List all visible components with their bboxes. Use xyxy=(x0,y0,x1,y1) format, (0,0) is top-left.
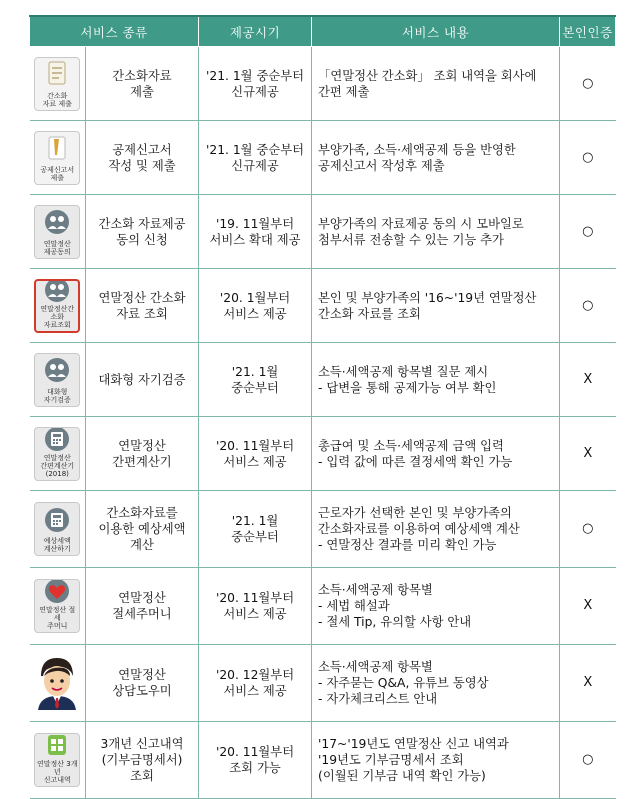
service-name-line: 이용한 예상세액 xyxy=(98,522,186,536)
service-description-line: 소득·세액공제 항목별 xyxy=(318,583,433,597)
service-period-line: 서비스 제공 xyxy=(223,607,287,621)
service-description-line: '19년도 기부금명세서 조회 xyxy=(318,753,464,767)
auth-required: ○ xyxy=(560,722,616,799)
service-name xyxy=(86,568,199,645)
service-period xyxy=(199,417,312,491)
service-period xyxy=(199,269,312,343)
service-name-line: 상담도우미 xyxy=(112,684,172,698)
service-description-line: - 세법 해설과 xyxy=(318,599,390,613)
service-period xyxy=(199,568,312,645)
service-description xyxy=(312,568,560,645)
service-period-line: '21. 1월 xyxy=(231,514,279,528)
service-name-line: 작성 및 제출 xyxy=(108,158,176,173)
service-period-line: '21. 1월 중순부터 xyxy=(206,68,304,83)
service-description-line: 부양가족, 소득·세액공제 등을 반영한 xyxy=(318,142,516,157)
service-description xyxy=(312,47,560,121)
icon-caption: 연말정산 xyxy=(43,453,71,462)
service-description-line: - 절세 Tip, 유의할 사항 안내 xyxy=(318,615,472,629)
service-icon-cell xyxy=(30,491,86,568)
service-icon-cell xyxy=(30,47,86,121)
service-description xyxy=(312,195,560,269)
service-icon-cell xyxy=(30,269,86,343)
table-row xyxy=(30,568,616,645)
service-name-line: 3개년 신고내역 xyxy=(100,737,184,751)
heart-icon[interactable] xyxy=(34,579,80,633)
service-description-line: 첨부서류 전송할 수 있는 기능 추가 xyxy=(318,232,504,247)
auth-required: ○ xyxy=(560,195,616,269)
service-period-line: '21. 1월 중순부터 xyxy=(206,142,304,157)
table-row xyxy=(30,121,616,195)
service-icon-cell xyxy=(30,568,86,645)
icon-caption: 대화형 xyxy=(47,387,68,396)
header-row xyxy=(30,16,616,47)
service-name-line: 연말정산 xyxy=(118,438,166,453)
service-description-line: 간소화자료를 이용하여 예상세액 계산 xyxy=(318,522,520,536)
service-description-line: 간편 제출 xyxy=(318,84,370,99)
service-period-line: '20. 11월부터 xyxy=(215,438,295,453)
service-name-line: 조회 xyxy=(130,769,154,783)
service-name-line: 연말정산 xyxy=(118,591,166,605)
service-description-line: - 답변을 통해 공제가능 여부 확인 xyxy=(318,380,497,395)
service-name-line: 동의 신청 xyxy=(116,232,168,247)
service-name xyxy=(86,121,199,195)
service-description-line: 소득·세액공제 항목별 질문 제시 xyxy=(318,364,489,379)
service-description-line: 근로자가 선택한 본인 및 부양가족의 xyxy=(318,506,512,520)
service-period xyxy=(199,343,312,417)
service-icon-cell xyxy=(30,121,86,195)
service-period-line: 조회 가능 xyxy=(229,761,281,775)
service-period-line: 서비스 제공 xyxy=(223,306,287,321)
service-name-line: 간소화 자료제공 xyxy=(98,216,186,231)
auth-required: X xyxy=(560,568,616,645)
service-period xyxy=(199,195,312,269)
service-description-line: 공제신고서 작성후 제출 xyxy=(318,158,445,173)
icon-caption: 신고내역 xyxy=(43,776,71,784)
service-description-line: - 자주묻는 Q&A, 유튜브 동영상 xyxy=(318,676,489,690)
service-description-line: 간소화 자료를 조회 xyxy=(318,306,421,321)
service-table-wrapper xyxy=(29,15,615,799)
service-description-line: 「연말정산 간소화」 조회 내역을 회사에 xyxy=(318,68,537,83)
calculator-icon[interactable] xyxy=(34,427,80,481)
auth-required: ○ xyxy=(560,269,616,343)
header-period: 제공시기 xyxy=(199,16,312,47)
service-period-line: '20. 1월부터 xyxy=(219,290,291,305)
service-name xyxy=(86,491,199,568)
table-row xyxy=(30,343,616,417)
service-period-line: 서비스 제공 xyxy=(223,454,287,469)
service-description xyxy=(312,269,560,343)
service-period xyxy=(199,121,312,195)
service-icon-cell xyxy=(30,195,86,269)
auth-required: ○ xyxy=(560,47,616,121)
service-description-line: - 연말정산 결과를 미리 확인 가능 xyxy=(318,538,497,552)
service-period-line: '20. 11월부터 xyxy=(215,591,295,605)
icon-caption: 간소화 xyxy=(47,91,68,100)
auth-required: X xyxy=(560,645,616,722)
icon-caption: 자기검증 xyxy=(43,395,71,404)
service-period-line: 신규제공 xyxy=(231,158,279,173)
service-period-line: 중순부터 xyxy=(231,530,279,544)
service-name-line: 제출 xyxy=(130,84,154,99)
icon-caption: 연말정산 3개년 xyxy=(37,760,78,776)
icon-caption: 자료 제출 xyxy=(42,99,72,108)
icon-caption: 공제신고서 xyxy=(40,165,75,174)
service-name-line: (기부금명세서) xyxy=(101,753,183,767)
header-service-type: 서비스 종류 xyxy=(30,16,199,47)
service-name-line: 공제신고서 xyxy=(112,142,172,157)
table-row xyxy=(30,645,616,722)
auth-required: ○ xyxy=(560,121,616,195)
service-name xyxy=(86,269,199,343)
service-description-line: 본인 및 부양가족의 '16~'19년 연말정산 xyxy=(318,290,537,305)
table-row xyxy=(30,722,616,799)
table-body xyxy=(30,47,616,799)
people-icon[interactable] xyxy=(34,279,80,333)
service-icon-cell xyxy=(30,417,86,491)
service-description-line: 부양가족의 자료제공 동의 시 모바일로 xyxy=(318,216,524,231)
service-name-line: 연말정산 xyxy=(118,668,166,682)
service-name-line: 간소화자료 xyxy=(112,68,172,83)
auth-required: X xyxy=(560,417,616,491)
service-name xyxy=(86,343,199,417)
service-period-line: 서비스 제공 xyxy=(223,684,287,698)
service-icon-cell xyxy=(30,343,86,417)
service-period-line: '19. 11월부터 xyxy=(215,216,295,231)
service-period-line: '21. 1월 xyxy=(231,364,279,379)
service-name-line: 간소화자료를 xyxy=(106,506,178,520)
service-name-line: 절세주머니 xyxy=(112,607,172,621)
avatar-icon[interactable] xyxy=(34,656,80,710)
service-name-line: 계산 xyxy=(130,538,154,552)
service-name-line: 간편계산기 xyxy=(112,454,172,469)
service-description-line: - 자가체크리스트 안내 xyxy=(318,692,438,706)
service-name xyxy=(86,722,199,799)
service-description-line: (이월된 기부금 내역 확인 가능) xyxy=(318,769,486,783)
service-description xyxy=(312,343,560,417)
service-period-line: '20. 11월부터 xyxy=(215,745,295,759)
service-description-line: - 입력 값에 따른 결정세액 확인 가능 xyxy=(318,454,513,469)
service-period xyxy=(199,491,312,568)
header-auth: 본인인증 xyxy=(560,16,616,47)
service-period xyxy=(199,47,312,121)
service-description xyxy=(312,645,560,722)
auth-required: ○ xyxy=(560,491,616,568)
auth-required: X xyxy=(560,343,616,417)
service-description-line: '17~'19년도 연말정산 신고 내역과 xyxy=(318,737,509,751)
service-period-line: 신규제공 xyxy=(231,84,279,99)
service-period-line: 서비스 확대 제공 xyxy=(209,232,301,247)
service-description xyxy=(312,121,560,195)
service-period xyxy=(199,645,312,722)
icon-caption: 예상세액 xyxy=(43,537,71,545)
grid-icon[interactable] xyxy=(34,733,80,787)
service-icon-cell xyxy=(30,645,86,722)
service-name xyxy=(86,645,199,722)
service-period-line: 중순부터 xyxy=(231,380,279,395)
icon-caption: 제공동의 xyxy=(43,247,71,256)
service-description xyxy=(312,417,560,491)
pen-icon[interactable] xyxy=(34,131,80,185)
icon-caption: 계산하기 xyxy=(43,545,71,553)
table-row xyxy=(30,491,616,568)
icon-caption: 간편계산기(2018) xyxy=(40,461,75,478)
service-name xyxy=(86,195,199,269)
service-name-line: 자료 조회 xyxy=(116,306,168,321)
service-description xyxy=(312,722,560,799)
icon-caption: 제출 xyxy=(50,173,65,182)
service-name-line: 대화형 자기검증 xyxy=(98,372,186,387)
table-row xyxy=(30,269,616,343)
service-table xyxy=(29,15,616,799)
document-icon[interactable] xyxy=(34,57,80,111)
people-icon[interactable] xyxy=(34,205,80,259)
service-description-line: 총급여 및 소득·세액공제 금액 입력 xyxy=(318,438,504,453)
calculator-icon[interactable] xyxy=(34,502,80,556)
icon-caption: 주머니 xyxy=(47,622,68,630)
table-row xyxy=(30,47,616,121)
icon-caption: 연말정산간소화 xyxy=(40,304,75,321)
service-description xyxy=(312,491,560,568)
table-row xyxy=(30,195,616,269)
header-content: 서비스 내용 xyxy=(312,16,560,47)
people-icon[interactable] xyxy=(34,353,80,407)
icon-caption: 연말정산 절세 xyxy=(39,606,76,622)
service-period xyxy=(199,722,312,799)
service-description-line: 소득·세액공제 항목별 xyxy=(318,660,433,674)
service-name xyxy=(86,417,199,491)
table-row xyxy=(30,417,616,491)
service-period-line: '20. 12월부터 xyxy=(215,668,295,682)
service-icon-cell xyxy=(30,722,86,799)
icon-caption: 자료조회 xyxy=(43,320,71,329)
icon-caption: 연말정산 xyxy=(43,239,71,248)
service-name-line: 연말정산 간소화 xyxy=(98,290,186,305)
service-name xyxy=(86,47,199,121)
